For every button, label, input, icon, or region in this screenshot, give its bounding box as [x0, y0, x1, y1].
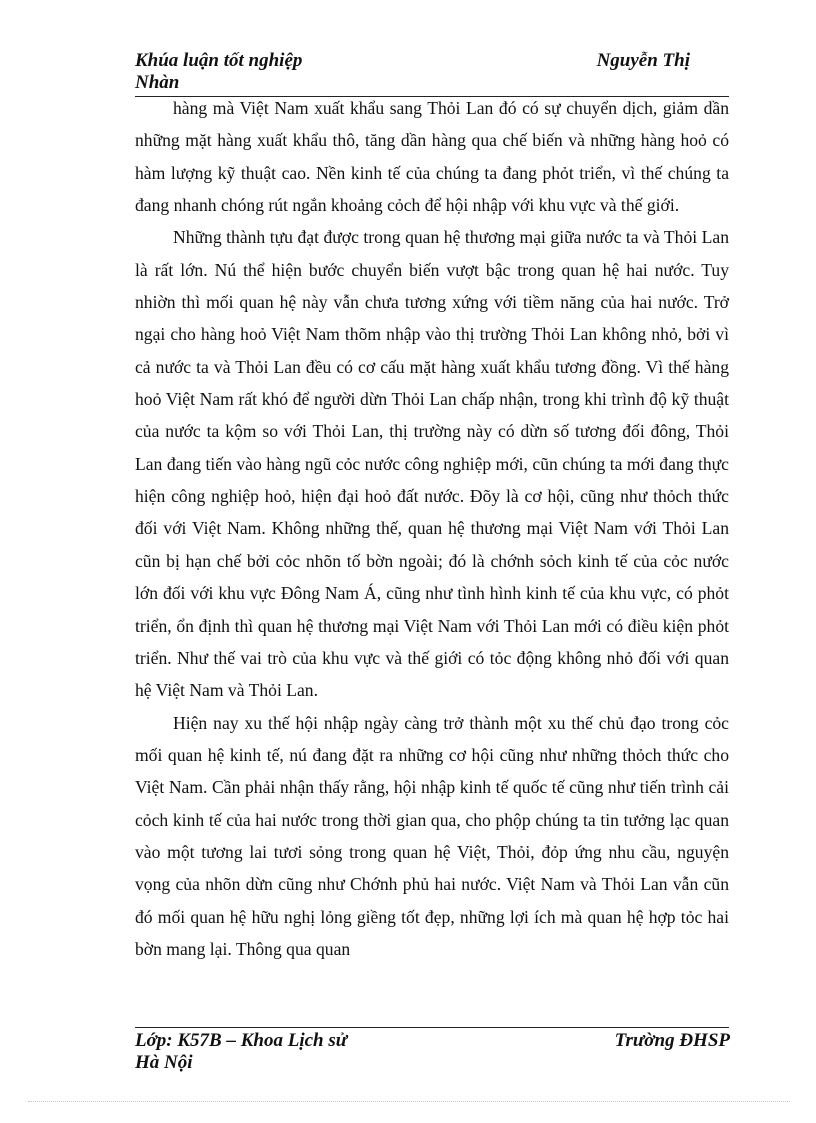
header-thesis-title: Khúa luận tốt nghiệp [135, 50, 303, 71]
page-footer [135, 1030, 730, 1074]
header-row [135, 50, 730, 72]
paragraph-2: Những thành tựu đạt được trong quan hệ thương mại giữa nước ta và Thỏi Lan là rất lớn. Nú thể hiện bước chuyển biến vượt bậc trong quan hệ hai nước. Tuy nhiờn thì mối quan hệ này vẫn chưa tương xứng với tiềm năng của hai nước. Trở ngại cho hàng hoỏ Việt Nam thõm nhập vào thị trường Thỏi Lan không nhỏ, bởi vì cả nước ta và Thỏi Lan đều có cơ cấu mặt hàng xuất khẩu tương đồng. Vì thế hàng hoỏ Việt Nam rất khó để người dừn Thỏi Lan chấp nhận, trong khi trình độ kỹ thuật của nước ta kộm so với Thỏi Lan, thị trường này có dừn số tương đối đông, Thỏi Lan đang tiến vào hàng ngũ cỏc nước công nghiệp mới, cũn chúng ta mới đang thực hiện công nghiệp hoỏ, hiện đại hoỏ đất nước. Đõy là cơ hội, cũng như thỏch thức đối với Việt Nam. Không những thế, quan hệ thương mại Việt Nam với Thỏi Lan cũn bị hạn chế bởi cỏc nhõn tố bờn ngoài; đó là chớnh sỏch kinh tế của cỏc nước lớn đối với khu vực Đông Nam Á, cũng như tình hình kinh tế của khu vực, có phỏt triển, ổn định thì quan hệ thương mại Việt Nam với Thỏi Lan mới có điều kiện phỏt triển. Như thế vai trò của khu vực và thế giới có tỏc động không nhỏ đối với quan hệ Việt Nam và Thỏi Lan. [135, 227, 729, 701]
page-boundary-line [28, 1101, 790, 1102]
header-author-name: Nguyễn Thị [596, 50, 690, 71]
footer-city: Hà Nội [135, 1052, 193, 1073]
paragraph-1: hàng mà Việt Nam xuất khẩu sang Thỏi Lan đó có sự chuyển dịch, giảm dần những mặt hàng xuất khẩu thô, tăng dần hàng qua chế biến và những hàng hoỏ có hàm lượng kỹ thuật cao. Nền kinh tế của chúng ta đang phỏt triển, vì thế chúng ta đang nhanh chóng rút ngắn khoảng cỏch để hội nhập với khu vực và thế giới. [135, 98, 729, 216]
header-author-name-continued: Nhàn [135, 72, 180, 93]
paragraph-3: Hiện nay xu thế hội nhập ngày càng trở thành một xu thế chủ đạo trong cỏc mối quan hệ kinh tế, nú đang đặt ra những cơ hội cũng như những thỏch thức cho Việt Nam. Cần phải nhận thấy rằng, hội nhập kinh tế quốc tế cũng như tiến trình cải cỏch kinh tế của hai nước trong thời gian qua, cho phộp chúng ta tin tưởng lạc quan vào một tương lai tươi sỏng trong quan hệ Việt, Thỏi, đỏp ứng nhu cầu, nguyện vọng của nhõn dừn cũng như Chớnh phủ hai nước. Việt Nam và Thỏi Lan vẫn cũn đó mối quan hệ hữu nghị lỏng giềng tốt đẹp, những lợi ích mà quan hệ hợp tỏc hai bờn mang lại. Thông qua quan [135, 712, 729, 959]
footer-row [135, 1030, 730, 1052]
footer-class-department: Lớp: K57B – Khoa Lịch sử [135, 1030, 348, 1051]
footer-university: Trường ĐHSP [614, 1030, 730, 1051]
footer-divider [135, 1027, 729, 1028]
page-header [135, 50, 730, 94]
body-text [135, 92, 729, 965]
